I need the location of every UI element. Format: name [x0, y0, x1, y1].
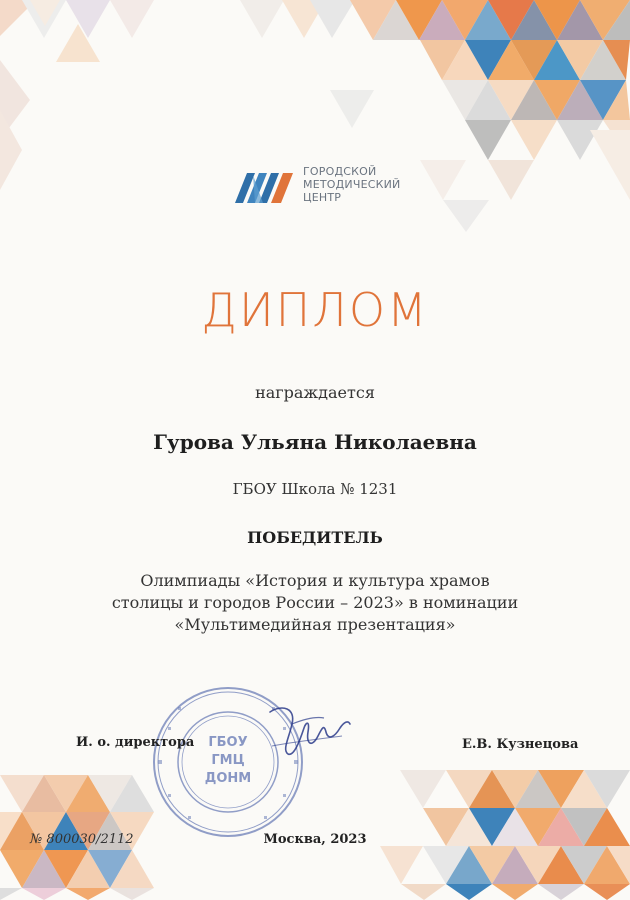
recipient-school: ГБОУ Школа № 1231 [232, 480, 398, 498]
awarded-text: награждается [255, 383, 375, 402]
stamp-line: ГМЦ [211, 753, 245, 768]
award-status: ПОБЕДИТЕЛЬ [247, 528, 383, 547]
signatory-title: И. о. директора [76, 735, 195, 750]
description-line: Олимпиады «История и культура храмов [140, 571, 490, 590]
stamp-line: ДОНМ [204, 771, 252, 786]
recipient-name: Гурова Ульяна Николаевна [153, 430, 477, 454]
signatory-name: Е.В. Кузнецова [462, 737, 579, 752]
diploma-number: № 800030/2112 [30, 832, 134, 847]
description-line: «Мультимедийная презентация» [174, 615, 456, 634]
description-line: столицы и городов России – 2023» в номинации [111, 593, 519, 612]
logo-text [303, 165, 400, 204]
award-description [0, 570, 630, 636]
logo-line: МЕТОДИЧЕСКИЙ [303, 178, 401, 191]
logo-line: ЦЕНТР [303, 191, 342, 204]
logo-line: ГОРОДСКОЙ [303, 165, 377, 178]
handwritten-signature [262, 702, 352, 762]
city-year: Москва, 2023 [263, 832, 367, 847]
diploma-title: ДИПЛОМ [201, 283, 429, 337]
stamp-line: ГБОУ [208, 735, 248, 750]
